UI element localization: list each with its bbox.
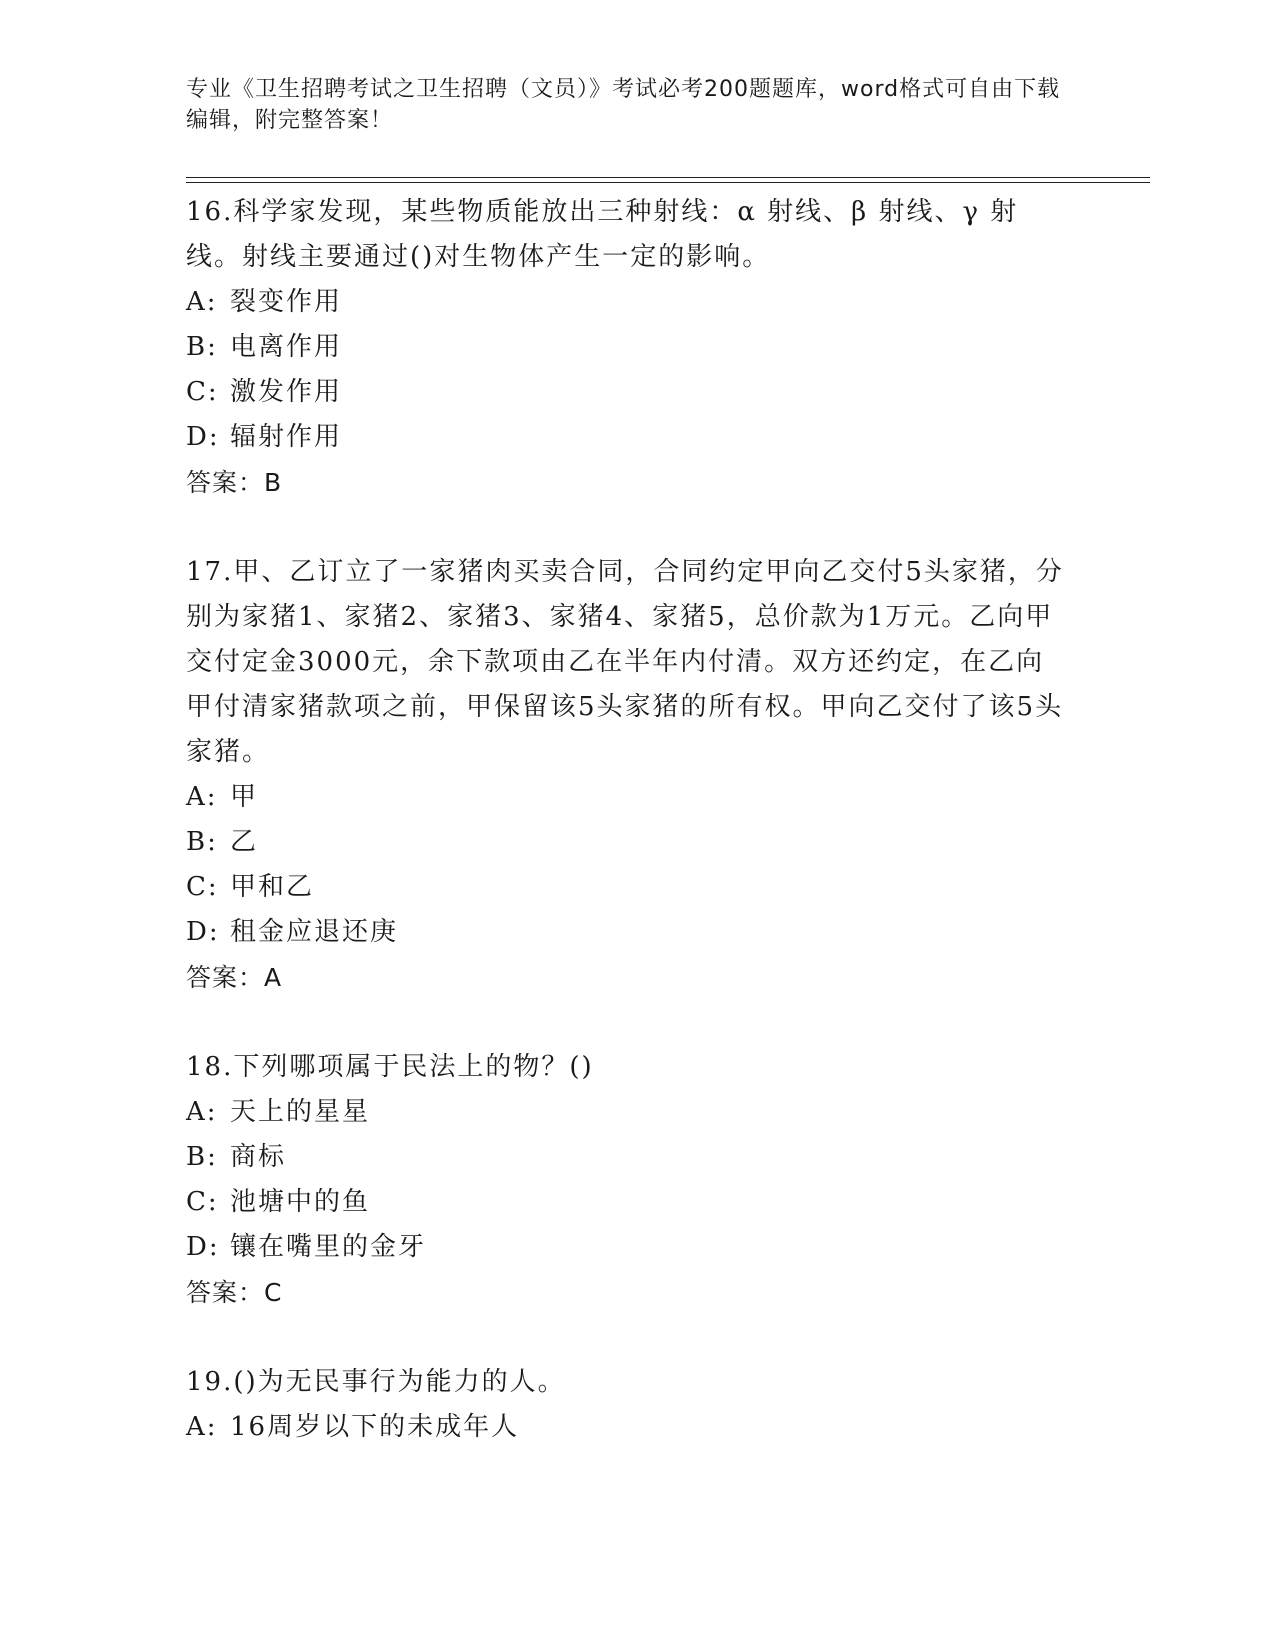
option-c bbox=[186, 865, 1066, 910]
question-19 bbox=[186, 1360, 1066, 1450]
option-letter: A: bbox=[186, 1097, 218, 1127]
option-letter: D: bbox=[186, 917, 220, 947]
option-b bbox=[186, 1135, 1066, 1180]
option-a bbox=[186, 775, 1066, 820]
option-text: 天上的星星 bbox=[230, 1097, 371, 1127]
option-b bbox=[186, 325, 1066, 370]
option-letter: C: bbox=[186, 1187, 219, 1217]
option-b bbox=[186, 820, 1066, 865]
option-c bbox=[186, 1180, 1066, 1225]
option-letter: A: bbox=[186, 782, 218, 812]
question-18 bbox=[186, 1045, 1066, 1315]
answer-line: 答案：C bbox=[186, 1278, 283, 1307]
question-stem: 19.()为无民事行为能力的人。 bbox=[186, 1367, 566, 1397]
option-text: 甲和乙 bbox=[230, 872, 315, 902]
option-letter: A: bbox=[186, 1412, 218, 1442]
option-text: 激发作用 bbox=[230, 377, 343, 407]
question-stem: 17.甲、乙订立了一家猪肉买卖合同，合同约定甲向乙交付5头家猪，分别为家猪1、家猪2、家猪3、家猪4、家猪5，总价款为1万元。乙向甲交付定金3000元，余下款项由乙在半年内付清。双方还约定，在乙向甲付清家猪款项之前，甲保留该5头家猪的所有权。甲向乙交付了该5头家猪。 bbox=[186, 557, 1064, 767]
option-letter: D: bbox=[186, 1232, 220, 1262]
option-text: 镶在嘴里的金牙 bbox=[230, 1232, 427, 1262]
option-text: 辐射作用 bbox=[230, 422, 343, 452]
option-letter: D: bbox=[186, 422, 220, 452]
option-letter: B: bbox=[186, 1142, 218, 1172]
answer-line: 答案：A bbox=[186, 963, 283, 992]
document-header: 专业《卫生招聘考试之卫生招聘（文员）》考试必考200题题库，word格式可自由下载编辑，附完整答案！ bbox=[186, 77, 1061, 133]
option-a bbox=[186, 280, 1066, 325]
header-divider-bottom bbox=[186, 182, 1150, 183]
option-a bbox=[186, 1090, 1066, 1135]
option-c bbox=[186, 370, 1066, 415]
option-text: 裂变作用 bbox=[230, 287, 343, 317]
option-d bbox=[186, 910, 1066, 955]
option-text: 商标 bbox=[230, 1142, 287, 1172]
option-letter: B: bbox=[186, 827, 218, 857]
option-text: 池塘中的鱼 bbox=[230, 1187, 371, 1217]
question-stem: 16.科学家发现，某些物质能放出三种射线：α 射线、β 射线、γ 射线。射线主要通过()对生物体产生一定的影响。 bbox=[186, 197, 1019, 272]
option-letter: C: bbox=[186, 872, 219, 902]
question-stem: 18.下列哪项属于民法上的物？() bbox=[186, 1052, 594, 1082]
question-list bbox=[186, 190, 1066, 1495]
answer-line: 答案：B bbox=[186, 468, 283, 497]
option-letter: B: bbox=[186, 332, 218, 362]
question-17 bbox=[186, 550, 1066, 1000]
option-a bbox=[186, 1405, 1066, 1450]
option-text: 租金应退还庚 bbox=[230, 917, 399, 947]
option-text: 乙 bbox=[230, 827, 259, 857]
option-letter: A: bbox=[186, 287, 218, 317]
option-text: 16周岁以下的未成年人 bbox=[230, 1412, 520, 1442]
option-d bbox=[186, 415, 1066, 460]
header-divider-top bbox=[186, 177, 1150, 178]
option-letter: C: bbox=[186, 377, 219, 407]
option-text: 甲 bbox=[230, 782, 259, 812]
question-16 bbox=[186, 190, 1066, 505]
option-d bbox=[186, 1225, 1066, 1270]
option-text: 电离作用 bbox=[230, 332, 343, 362]
